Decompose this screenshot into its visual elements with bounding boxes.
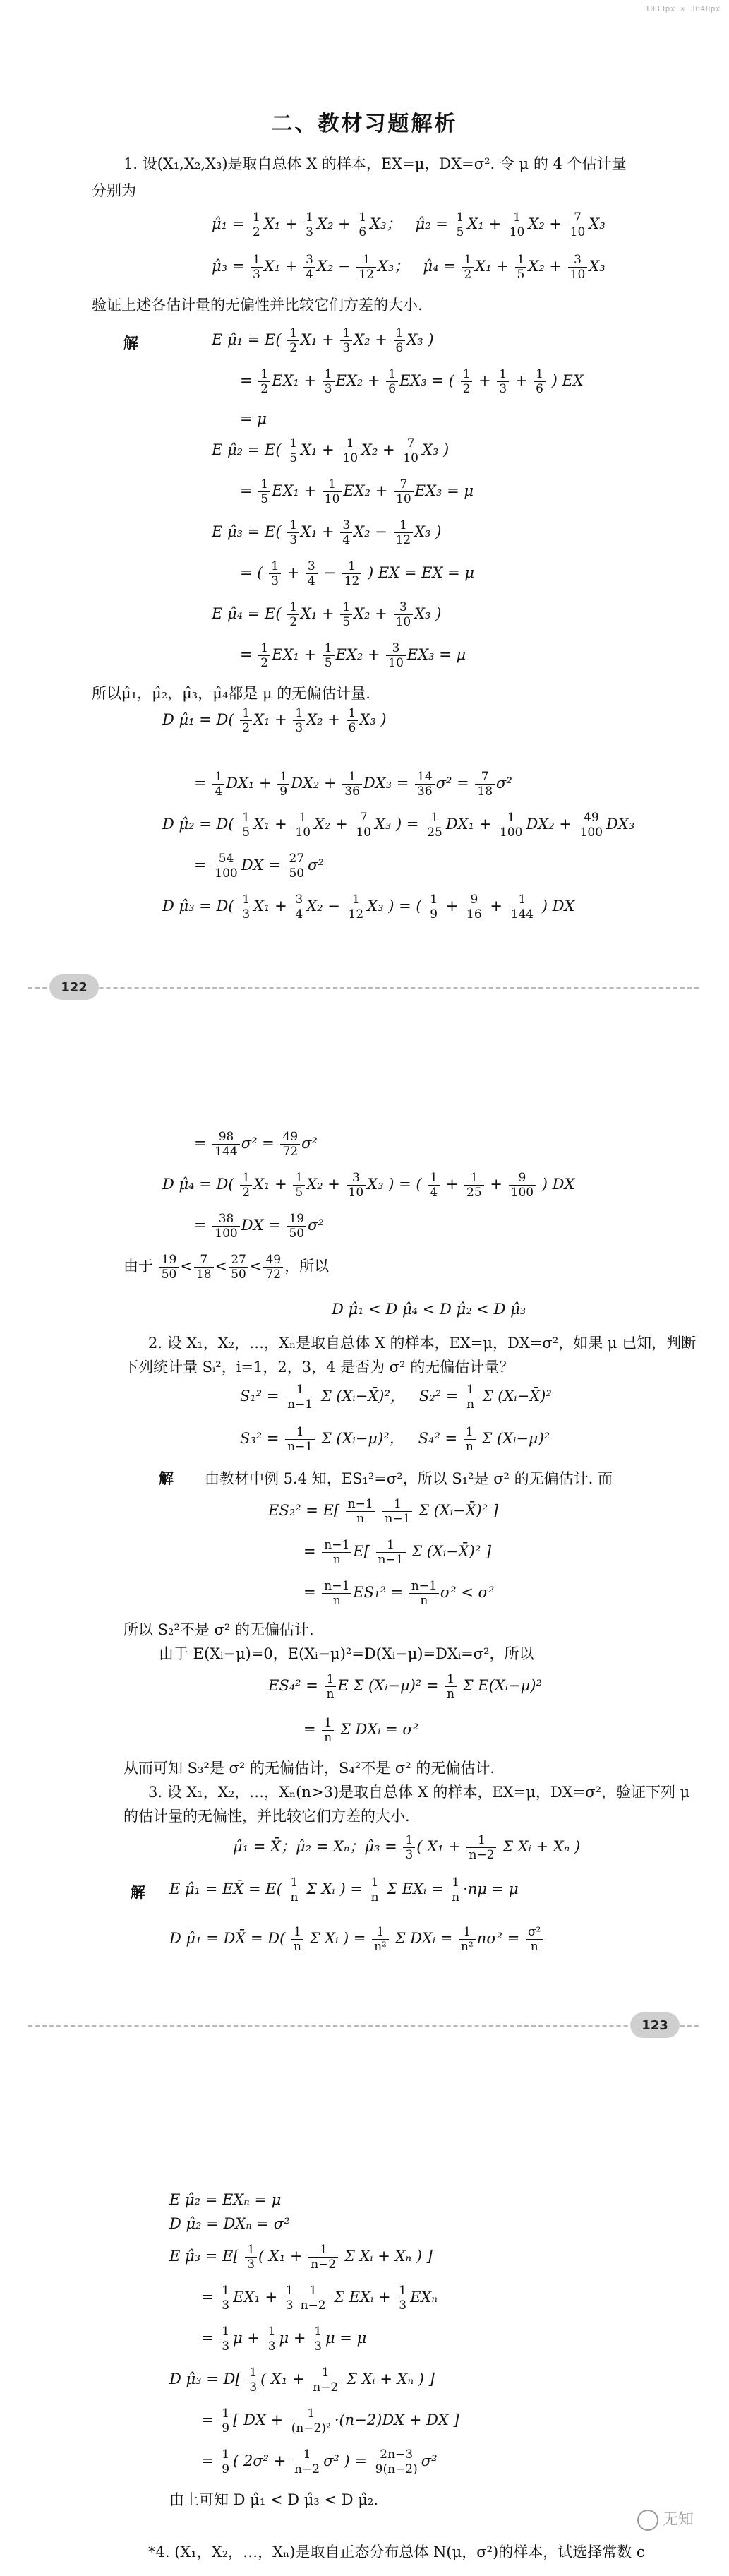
s4-because: 由于 E(Xᵢ−μ)=0，E(Xᵢ−μ)²=D(Xᵢ−μ)=DXᵢ=σ²，所以 — [159, 1645, 534, 1662]
problem-3-final-conclusion: 由上可知 D μ̂₁ < D μ̂₃ < D μ̂₂. — [169, 2491, 378, 2508]
mean-mu4: E μ̂₄ = E( $\frac{1}{2}$ X₁ + $\frac{1}{5}$ X₂ + $\frac{3}{10}$ X₃ ) — [212, 600, 442, 629]
d-mu3-result: = $\frac{1}{9}$ ( 2σ² + $\frac{1}{n-2}$ σ² ) = $\frac{2n-3}{9(n-2)}$ σ² — [201, 2447, 438, 2476]
es4-line2: = $\frac{1}{n}$ Σ DXᵢ = σ² — [303, 1716, 419, 1745]
problem-3-statement-cont: 的估计量的无偏性，并比较它们方差的大小. — [123, 1808, 410, 1825]
e-mu1-problem3: E μ̂₁ = EX̄ = E( $\frac{1}{n}$ Σ Xᵢ ) = $\frac{1}{n}$ Σ EXᵢ = $\frac{1}{n}$ ·nμ = μ — [169, 1876, 519, 1904]
watermark — [637, 2508, 694, 2531]
variance-mu3-result: = $\frac{98}{144}$ σ² = $\frac{49}{72}$ σ² — [194, 1130, 318, 1159]
page-number-122: 122 — [49, 974, 99, 1000]
section-title: 二、教材习题解析 — [271, 112, 458, 136]
e-mu2-problem3: E μ̂₂ = EXₙ = μ — [169, 2191, 282, 2208]
statistics-s3-s4: S₃² = $\frac{1}{n-1}$ Σ (Xᵢ−μ)²， S₄² = $\frac{1}{n}$ Σ (Xᵢ−μ)² — [240, 1425, 550, 1454]
image-dimensions-label: 1033px × 3648px — [645, 4, 721, 13]
estimators-row-1: μ̂₁ = $\frac{1}{2}$ X₁ + $\frac{1}{3}$ X₂ + $\frac{1}{6}$ X₃； μ̂₂ = $\frac{1}{5}$ X₁ + $\frac{1}{10}$ X₂ + $\frac{7}{10}$ X₃ — [212, 210, 606, 239]
variance-mu1: D μ̂₁ = D( $\frac{1}{2}$ X₁ + $\frac{1}{3}$ X₂ + $\frac{1}{6}$ X₃ ) — [162, 706, 387, 735]
mean-mu1-result: = μ — [240, 410, 267, 427]
solution-label-3: 解 — [131, 1884, 145, 1901]
page-123 — [0, 1130, 729, 2012]
page-divider-122 — [28, 987, 699, 989]
variance-mu4-result: = $\frac{38}{100}$ DX = $\frac{19}{50}$ σ² — [194, 1212, 324, 1241]
mean-mu1-expanded: = $\frac{1}{2}$ EX₁ + $\frac{1}{3}$ EX₂ + $\frac{1}{6}$ EX₃ = ( $\frac{1}{2}$ + $\frac{1}{3}$ + $\frac{1}{6}$ ) EX — [240, 367, 584, 396]
ineq-intro: 由于 — [123, 1258, 153, 1275]
mean-mu2: E μ̂₂ = E( $\frac{1}{5}$ X₁ + $\frac{1}{10}$ X₂ + $\frac{7}{10}$ X₃ ) — [212, 436, 450, 465]
unbiased-conclusion: 所以μ̂₁，μ̂₂，μ̂₃，μ̂₄都是 μ 的无偏估计量. — [92, 685, 370, 702]
variance-mu2-result: = $\frac{54}{100}$ DX = $\frac{27}{50}$ σ² — [194, 852, 324, 881]
statistics-s1-s2: S₁² = $\frac{1}{n-1}$ Σ (Xᵢ−X̄)²， S₂² = $\frac{1}{n}$ Σ (Xᵢ−X̄)² — [240, 1383, 552, 1412]
problem-4-statement: *4. (X₁，X₂，…，Xₙ)是取自正态分布总体 N(μ，σ²)的样本，试选择常数 c — [148, 2544, 645, 2560]
problem-2-statement: 2. 设 X₁，X₂，…，Xₙ是取自总体 X 的样本，EX=μ，DX=σ²，如果 μ 已知，判断 — [148, 1335, 697, 1352]
solution-label-2: 解 — [159, 1470, 174, 1487]
s3-s4-conclusion: 从而可知 S₃²是 σ² 的无偏估计，S₄²不是 σ² 的无偏估计. — [123, 1760, 495, 1777]
problem-2-statement-cont: 下列统计量 Sᵢ²，i=1，2，3，4 是否为 σ² 的无偏估计量？ — [123, 1359, 514, 1376]
mean-mu4-expanded: = $\frac{1}{2}$ EX₁ + $\frac{1}{5}$ EX₂ + $\frac{3}{10}$ EX₃ = μ — [240, 641, 466, 670]
variance-ordering: D μ̂₁ < D μ̂₄ < D μ̂₂ < D μ̂₃ — [332, 1301, 526, 1318]
e-mu3-problem3: E μ̂₃ = E[ $\frac{1}{3}$ ( X₁ + $\frac{1}{n-2}$ Σ Xᵢ + Xₙ ) ] — [169, 2243, 433, 2272]
solution-label: 解 — [123, 335, 138, 352]
problem-1-statement: 1. 设(X₁,X₂,X₃)是取自总体 X 的样本，EX=μ，DX=σ². 令 μ 的 4 个估计量 — [123, 155, 627, 172]
d-mu2-problem3: D μ̂₂ = DXₙ = σ² — [169, 2215, 290, 2232]
page-number-123: 123 — [630, 2012, 680, 2038]
variance-mu1-expanded: = $\frac{1}{4}$ DX₁ + $\frac{1}{9}$ DX₂ + $\frac{1}{36}$ DX₃ = $\frac{14}{36}$ σ² = $\frac{7}{18}$ σ² — [194, 770, 512, 799]
es2-line2: = $\frac{n-1}{n}$ E[ $\frac{1}{n-1}$ Σ (Xᵢ−X̄)² ] — [303, 1538, 492, 1567]
mean-mu3-expanded: = ( $\frac{1}{3}$ + $\frac{3}{4}$ − $\frac{1}{12}$ ) EX = EX = μ — [240, 559, 474, 588]
mean-mu3: E μ̂₃ = E( $\frac{1}{3}$ X₁ + $\frac{3}{4}$ X₂ − $\frac{1}{12}$ X₃ ) — [212, 518, 442, 547]
variance-mu2: D μ̂₂ = D( $\frac{1}{5}$ X₁ + $\frac{1}{10}$ X₂ + $\frac{7}{10}$ X₃ ) = $\frac{1}{25}$ DX₁ + $\frac{1}{100}$ DX₂ + $\frac{49}{100}$ DX₃ — [162, 811, 635, 840]
variance-mu3: D μ̂₃ = D( $\frac{1}{3}$ X₁ + $\frac{3}{4}$ X₂ − $\frac{1}{12}$ X₃ ) = ( $\frac{1}{9}$ + $\frac{9}{16}$ + $\frac{1}{144}$ ) DX — [162, 893, 575, 922]
page-124 — [0, 2189, 729, 2576]
fraction-comparison: 由于 $\frac{19}{50}$ < $\frac{7}{18}$ < $\frac{27}{50}$ < $\frac{49}{72}$ ，所以 — [123, 1253, 330, 1282]
solution-2-intro: 由教材中例 5.4 知，ES₁²=σ²，所以 S₁²是 σ² 的无偏估计. 而 — [205, 1470, 613, 1487]
e-mu3-expanded: = $\frac{1}{3}$ EX₁ + $\frac{1}{3}$ $\frac{1}{n-2}$ Σ EXᵢ + $\frac{1}{3}$ EXₙ — [201, 2284, 438, 2313]
es4-line1: ES₄² = $\frac{1}{n}$ E Σ (Xᵢ−μ)² = $\frac{1}{n}$ Σ E(Xᵢ−μ)² — [268, 1672, 542, 1701]
mean-mu2-expanded: = $\frac{1}{5}$ EX₁ + $\frac{1}{10}$ EX₂ + $\frac{7}{10}$ EX₃ = μ — [240, 477, 474, 506]
d-mu3-expanded: = $\frac{1}{9}$ [ DX + $\frac{1}{\text{(n−2)²}}$ ·(n−2)DX + DX ] — [201, 2407, 459, 2435]
watermark-text: 无知 — [662, 2511, 694, 2529]
d-mu3-problem3: D μ̂₃ = D[ $\frac{1}{3}$ ( X₁ + $\frac{1}{n-2}$ Σ Xᵢ + Xₙ ) ] — [169, 2366, 435, 2395]
variance-mu4: D μ̂₄ = D( $\frac{1}{2}$ X₁ + $\frac{1}{5}$ X₂ + $\frac{3}{10}$ X₃ ) = ( $\frac{1}{4}$ + $\frac{1}{25}$ + $\frac{9}{100}$ ) DX — [162, 1171, 575, 1200]
problem-1-statement-cont: 分别为 — [92, 182, 136, 199]
ineq-tail: ，所以 — [284, 1258, 330, 1275]
page-122 — [0, 0, 729, 770]
d-mu1-problem3: D μ̂₁ = DX̄ = D( $\frac{1}{n}$ Σ Xᵢ ) = $\frac{1}{\text{n²}}$ Σ DXᵢ = $\frac{1}{\text{n²}}$ nσ² = $\frac{\text{σ²}}{n}$ — [169, 1925, 544, 1954]
page-divider-123 — [28, 2025, 699, 2027]
es2-line3: = $\frac{n-1}{n}$ ES₁² = $\frac{n-1}{n}$ σ² < σ² — [303, 1579, 495, 1608]
page-122-continued — [0, 770, 729, 982]
estimators-row-2: μ̂₃ = $\frac{1}{3}$ X₁ + $\frac{3}{4}$ X₂ − $\frac{1}{12}$ X₃； μ̂₄ = $\frac{1}{2}$ X₁ + $\frac{1}{5}$ X₂ + $\frac{3}{10}$ X₃ — [212, 253, 606, 282]
s2-not-unbiased: 所以 S₂²不是 σ² 的无偏估计. — [123, 1621, 314, 1638]
es2-line1: ES₂² = E[ $\frac{n-1}{n}$ $\frac{1}{n-1}$ Σ (Xᵢ−X̄)² ] — [268, 1497, 499, 1526]
mean-mu1: E μ̂₁ = E( $\frac{1}{2}$ X₁ + $\frac{1}{3}$ X₂ + $\frac{1}{6}$ X₃ ) — [212, 326, 434, 355]
e-mu3-result: = $\frac{1}{3}$ μ + $\frac{1}{3}$ μ + $\frac{1}{3}$ μ = μ — [201, 2325, 367, 2354]
verify-instruction: 验证上述各估计量的无偏性并比较它们方差的大小. — [92, 297, 423, 314]
estimators-problem-3: μ̂₁ = X̄；μ̂₂ = Xₙ；μ̂₃ = $\frac{1}{3}$ ( X₁ + $\frac{1}{n-2}$ Σ Xᵢ + Xₙ ) — [233, 1833, 581, 1862]
watermark-logo-icon — [637, 2510, 658, 2531]
problem-3-statement: 3. 设 X₁，X₂，…，Xₙ(n>3)是取自总体 X 的样本，EX=μ，DX=σ²，验证下列 μ — [148, 1784, 690, 1801]
